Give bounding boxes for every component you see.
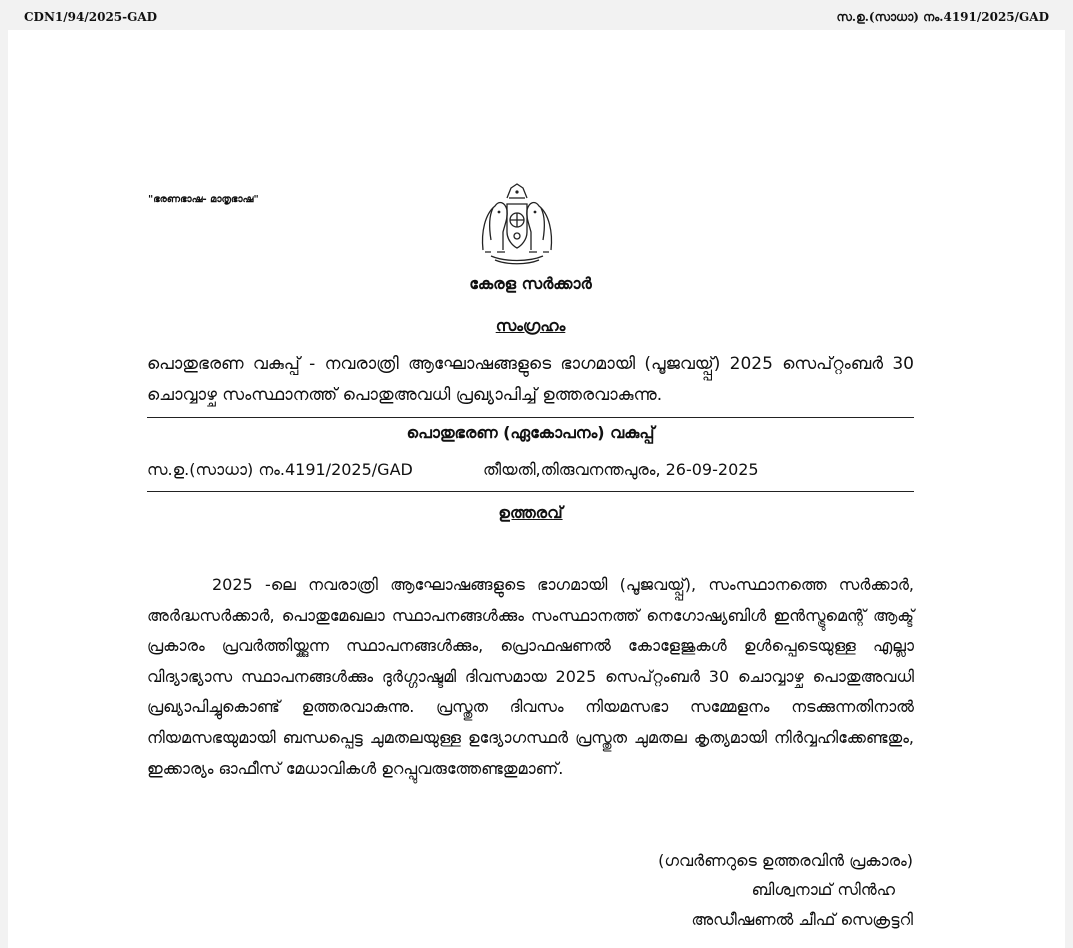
divider-top: [147, 417, 914, 418]
order-body: 2025 -ലെ നവരാത്രി ആഘോഷങ്ങളുടെ ഭാഗമായി (പൂജവയ്പ്പ്), സംസ്ഥാനത്തെ സർക്കാർ, അർദ്ധസർക്കാർ, പൊതുമേഖലാ സ്ഥാപനങ്ങൾക്കും സംസ്ഥാനത്ത് നെഗോഷ്യബിൾ ഇൻസ്ട്രുമെന്റ് ആക്ട് പ്രകാരം പ്രവർത്തിയ്ക്കുന്ന സ്ഥാപനങ്ങൾക്കും, പ്രൊഫഷണൽ കോളേജുകൾ ഉൾപ്പെടെയുള്ള എല്ലാ വിദ്യാഭ്യാസ സ്ഥാപനങ്ങൾക്കും ദുർഗ്ഗാഷ്ടമി ദിവസമായ 2025 സെപ്റ്റംബർ 30 ചൊവ്വാഴ്ച പൊതുഅവധി പ്രഖ്യാപിച്ചുകൊണ്ട് ഉത്തരവാകുന്നു. പ്രസ്തുത ദിവസം നിയമസഭാ സമ്മേളനം നടക്കുന്നതിനാൽ നിയമസഭയുമായി ബന്ധപ്പെട്ട ചുമതലയുള്ള ഉദ്യോഗസ്ഥർ പ്രസ്തുത ചുമതല കൃത്യമായി നിർവ്വഹിക്കേണ്ടതും, ഇക്കാര്യം ഓഫീസ് മേധാവികൾ ഉറപ്പുവരുത്തേണ്ടതുമാണ്.: [147, 575, 914, 778]
government-name: കേരള സർക്കാർ: [469, 274, 592, 293]
file-number: CDN1/94/2025-GAD: [24, 10, 158, 24]
signature-authority: (ഗവർണറുടെ ഉത്തരവിൻ പ്രകാരം): [658, 851, 913, 870]
order-heading: ഉത്തരവ്: [498, 503, 563, 522]
signatory-designation: അഡീഷണൽ ചീഫ് സെക്രട്ടറി: [691, 910, 913, 929]
signatory-name: ബിശ്വനാഥ് സിൻഹ: [751, 880, 895, 899]
kerala-government-emblem-icon: [477, 180, 557, 266]
document-page: [8, 30, 1065, 948]
subject: പൊതുഭരണ വകുപ്പ് - നവരാത്രി ആഘോഷങ്ങളുടെ ഭാഗമായി (പൂജവയ്പ്പ്) 2025 സെപ്റ്റംബർ 30 ചൊവ്വാഴ്ച സംസ്ഥാനത്ത് പൊതുഅവധി പ്രഖ്യാപിച്ച് ഉത്തരവാകുന്നു.: [147, 354, 914, 405]
divider-bottom: [147, 491, 914, 492]
department-name: പൊതുഭരണ (ഏകോപനം) വകുപ്പ്: [406, 423, 655, 442]
order-date-place: തീയതി,തിരുവനന്തപുരം, 26-09-2025: [483, 460, 759, 479]
order-number: സ.ഉ.(സാധാ) നം.4191/2025/GAD: [147, 460, 413, 479]
motto: "ഭരണഭാഷ- മാതൃഭാഷ": [148, 194, 259, 205]
summary-heading: സംഗ്രഹം: [495, 316, 566, 335]
header-order-ref: സ.ഉ.(സാധാ) നം.4191/2025/GAD: [836, 10, 1049, 24]
